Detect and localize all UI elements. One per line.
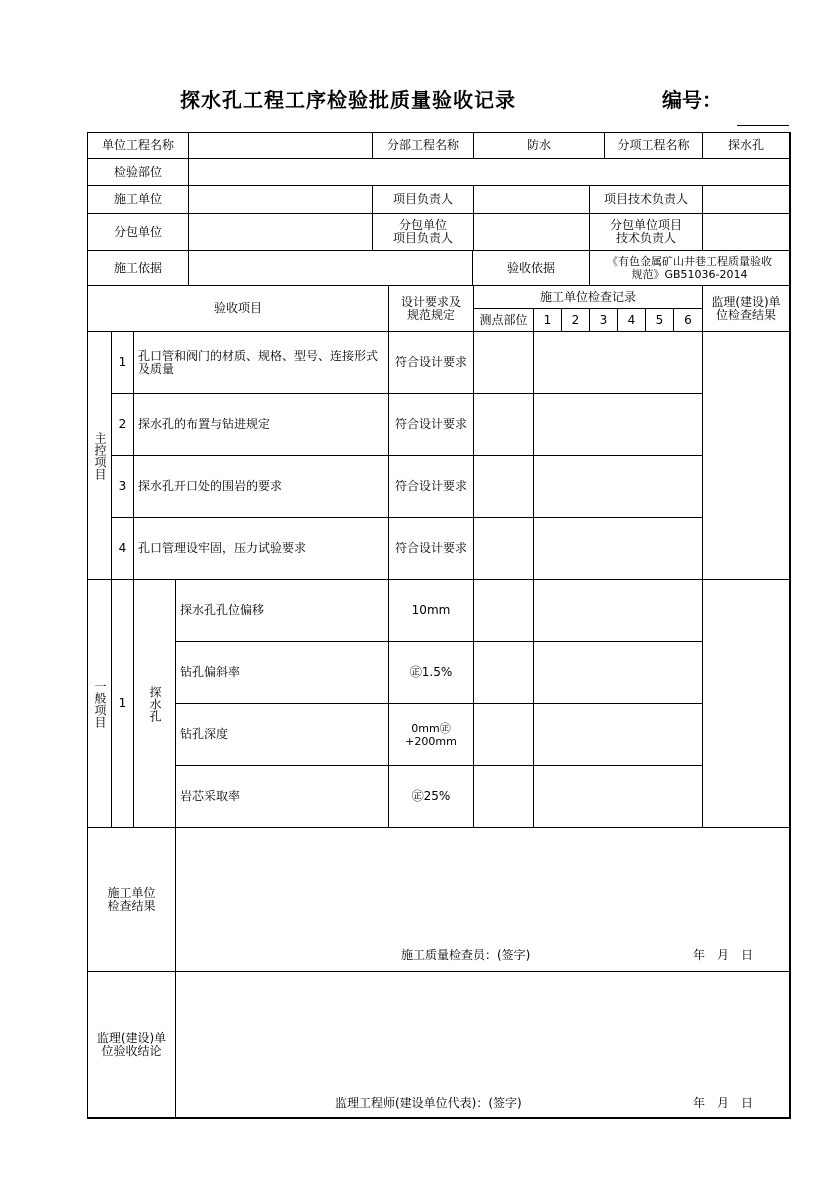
main-item-1-req: 符合设计要求	[389, 332, 474, 394]
main-item-4-num: 4	[112, 518, 134, 580]
main-item-3-point[interactable]	[474, 456, 534, 518]
main-item-1-num: 1	[112, 332, 134, 394]
point-header-1: 1	[534, 309, 562, 332]
main-item-4-text: 孔口管理设牢固，压力试验要求	[134, 518, 389, 580]
engineer-sign-label: 监理工程师(建设单位代表)：(签字)	[335, 1096, 522, 1110]
item-project-label: 分项工程名称	[605, 132, 703, 159]
point-header-6: 6	[674, 309, 703, 332]
general-label: 一般项目	[88, 580, 112, 828]
number-label: 编号：	[662, 88, 722, 112]
record-header: 施工单位检查记录	[474, 286, 703, 309]
point-header-3: 3	[590, 309, 618, 332]
general-item-4-req: ㊣25%	[389, 766, 474, 828]
project-manager-label: 项目负责人	[373, 186, 474, 214]
point-header: 测点部位	[474, 309, 534, 332]
general-item-4-point[interactable]	[474, 766, 534, 828]
main-item-3-record[interactable]	[534, 456, 703, 518]
general-item-3-text: 钻孔深度	[176, 704, 389, 766]
general-item-1-point[interactable]	[474, 580, 534, 642]
general-item-3-point[interactable]	[474, 704, 534, 766]
main-item-2-text: 探水孔的布置与钻进规定	[134, 394, 389, 456]
sub-project-label: 分部工程名称	[373, 132, 474, 159]
unit-project-label: 单位工程名称	[88, 132, 189, 159]
point-header-5: 5	[646, 309, 674, 332]
engineer-date-label: 年 月 日	[693, 1096, 754, 1110]
number-underline	[737, 125, 789, 126]
main-control-supervision[interactable]	[703, 332, 790, 580]
items-header: 验收项目	[88, 286, 389, 332]
construction-unit-value[interactable]	[189, 186, 373, 214]
main-item-3-text: 探水孔开口处的围岩的要求	[134, 456, 389, 518]
main-item-1-record[interactable]	[534, 332, 703, 394]
general-item-4-text: 岩芯采取率	[176, 766, 389, 828]
main-item-4-req: 符合设计要求	[389, 518, 474, 580]
general-group-label: 探水孔	[134, 580, 176, 828]
point-header-4: 4	[618, 309, 646, 332]
supervision-conclusion-label: 监理(建设)单 位验收结论	[88, 972, 176, 1118]
design-header: 设计要求及 规范规定	[389, 286, 474, 332]
sub-tech-manager-label: 分包单位项目 技术负责人	[590, 214, 703, 251]
inspector-sign-label: 施工质量检查员：(签字)	[401, 948, 531, 962]
construction-basis-value[interactable]	[189, 251, 473, 286]
main-item-2-num: 2	[112, 394, 134, 456]
main-item-1-point[interactable]	[474, 332, 534, 394]
subcontractor-value[interactable]	[189, 214, 373, 251]
main-item-1-text: 孔口管和阀门的材质、规格、型号、连接形式及质量	[134, 332, 389, 394]
supervision-header: 监理(建设)单 位检查结果	[703, 286, 790, 332]
sub-tech-manager-value[interactable]	[703, 214, 790, 251]
main-control-label: 主控项目	[88, 332, 112, 580]
general-item-1-record[interactable]	[534, 580, 703, 642]
main-item-3-num: 3	[112, 456, 134, 518]
main-item-2-point[interactable]	[474, 394, 534, 456]
main-item-4-point[interactable]	[474, 518, 534, 580]
tech-manager-label: 项目技术负责人	[590, 186, 703, 214]
page-title: 探水孔工程工序检验批质量验收记录	[180, 88, 516, 112]
acceptance-basis-label: 验收依据	[473, 251, 590, 286]
main-item-2-req: 符合设计要求	[389, 394, 474, 456]
general-item-4-record[interactable]	[534, 766, 703, 828]
general-item-3-req: 0mm㊣+200mm	[389, 704, 474, 766]
subcontractor-label: 分包单位	[88, 214, 189, 251]
sub-manager-label: 分包单位 项目负责人	[373, 214, 474, 251]
main-item-3-req: 符合设计要求	[389, 456, 474, 518]
unit-project-value[interactable]	[189, 132, 373, 159]
inspector-date-label: 年 月 日	[693, 948, 754, 962]
inspection-location-value[interactable]	[189, 159, 790, 186]
general-item-2-point[interactable]	[474, 642, 534, 704]
tech-manager-value[interactable]	[703, 186, 790, 214]
construction-result-label: 施工单位 检查结果	[88, 828, 176, 972]
sub-manager-value[interactable]	[474, 214, 590, 251]
inspection-location-label: 检验部位	[88, 159, 189, 186]
general-supervision[interactable]	[703, 580, 790, 828]
point-header-2: 2	[562, 309, 590, 332]
sub-project-value[interactable]: 防水	[474, 132, 605, 159]
general-item-1-text: 探水孔孔位偏移	[176, 580, 389, 642]
project-manager-value[interactable]	[474, 186, 590, 214]
general-num: 1	[112, 580, 134, 828]
main-item-4-record[interactable]	[534, 518, 703, 580]
general-item-2-text: 钻孔偏斜率	[176, 642, 389, 704]
general-item-3-record[interactable]	[534, 704, 703, 766]
construction-unit-label: 施工单位	[88, 186, 189, 214]
acceptance-basis-value: 《有色金属矿山井巷工程质量验收 规范》GB51036-2014	[590, 251, 790, 286]
main-item-2-record[interactable]	[534, 394, 703, 456]
construction-basis-label: 施工依据	[88, 251, 189, 286]
item-project-value[interactable]: 探水孔	[703, 132, 790, 159]
general-item-1-req: 10mm	[389, 580, 474, 642]
general-item-2-req: ㊣1.5%	[389, 642, 474, 704]
general-item-2-record[interactable]	[534, 642, 703, 704]
